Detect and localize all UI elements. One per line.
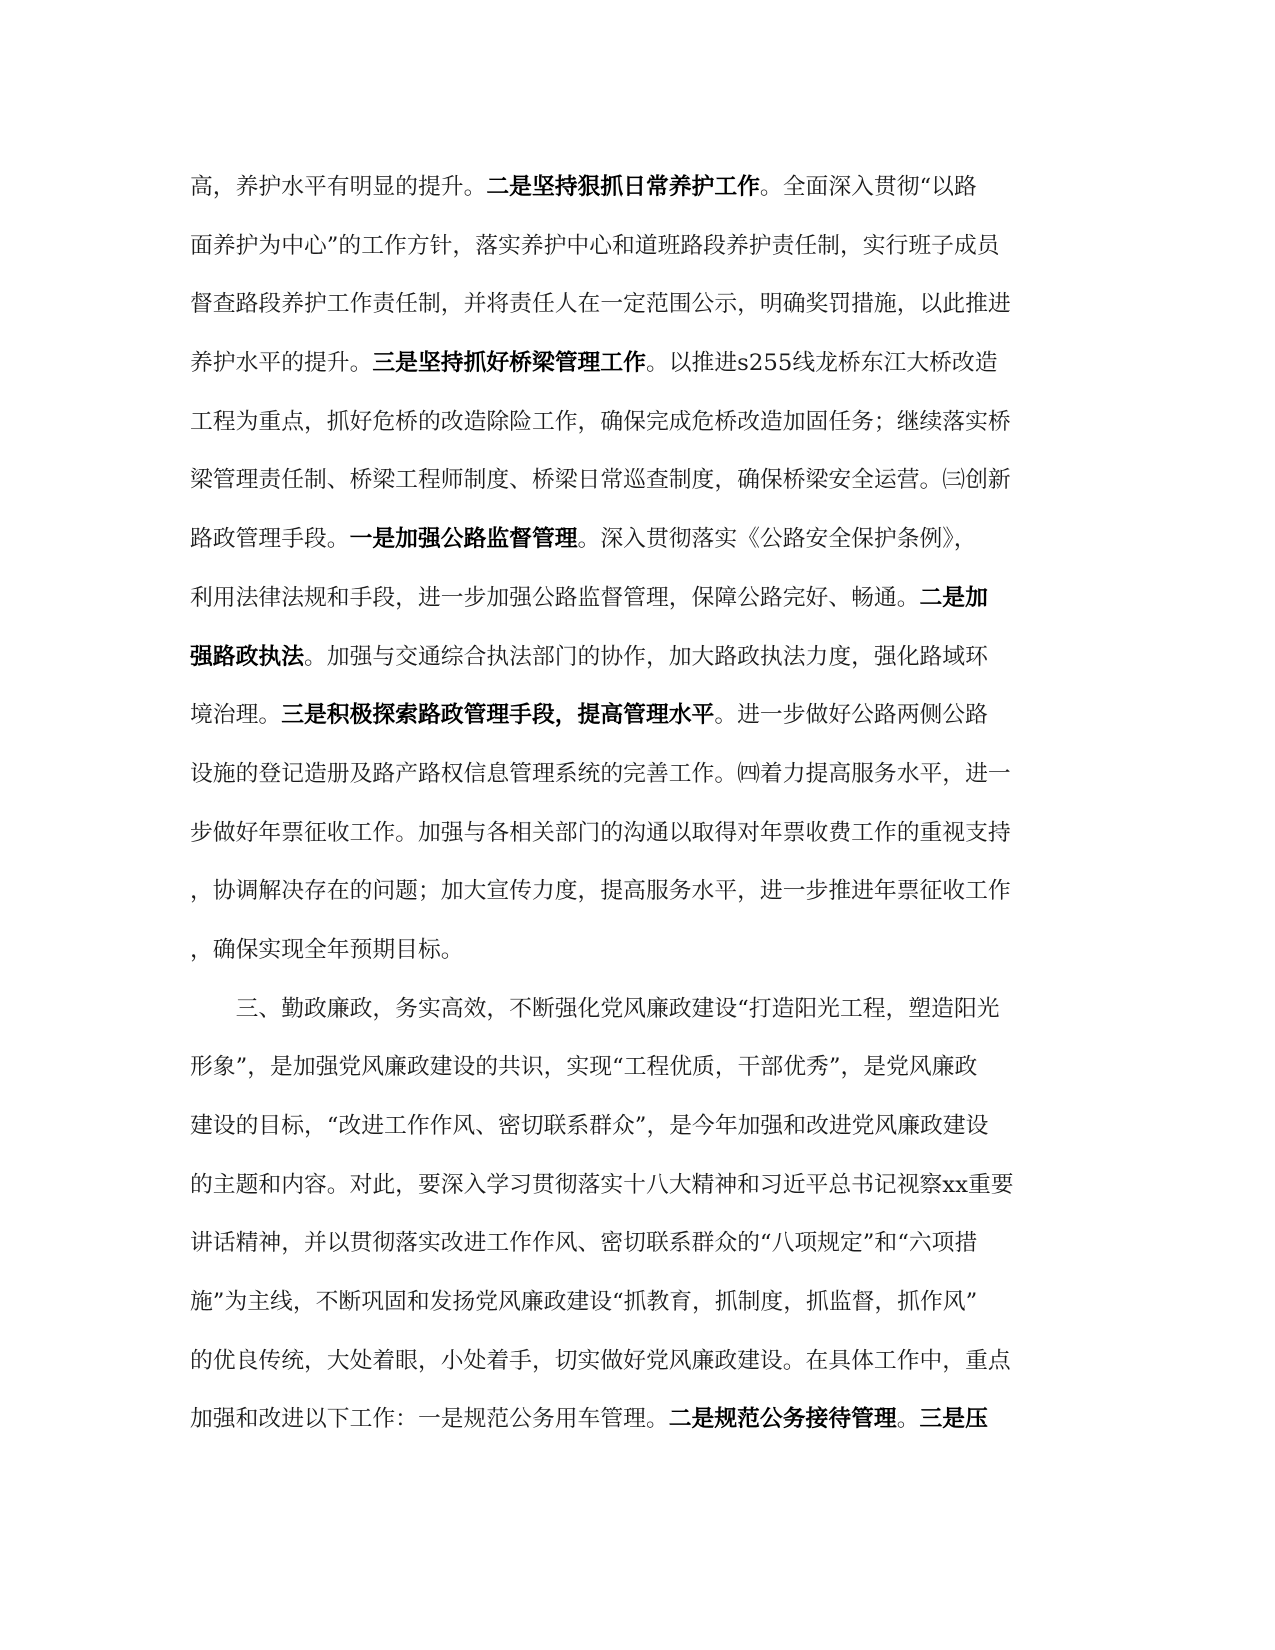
bold-text-segment: 二是坚持狠抓日常养护工作 — [486, 174, 760, 200]
text-segment: 的主题和内容。对此，要深入学习贯彻落实十八大精神和习近平总书记视察xx重要 — [190, 1171, 1014, 1198]
text-line — [190, 698, 1090, 757]
document-body — [190, 170, 1090, 1461]
text-segment: 。进一步做好公路两侧公路 — [714, 702, 988, 729]
bold-text-segment: 强路政执法 — [190, 643, 304, 670]
text-segment: 。加强与交通综合执法部门的协作，加大路政执法力度，强化路域环 — [303, 643, 988, 670]
text-line — [190, 463, 1090, 522]
text-line — [190, 581, 1090, 640]
text-line — [190, 874, 1090, 933]
text-segment: 加强和改进以下工作：一是规范公务用车管理。 — [190, 1406, 669, 1433]
text-segment: 。以推进s255线龙桥东江大桥改造 — [645, 350, 998, 377]
text-segment: 养护水平的提升。 — [190, 350, 373, 377]
text-line — [190, 405, 1090, 464]
bold-text-segment: 二是加 — [919, 584, 988, 611]
text-segment: 面养护为中心”的工作方针，落实养护中心和道班路段养护责任制，实行班子成员 — [190, 232, 1000, 259]
text-segment: 路政管理手段。 — [190, 526, 350, 553]
text-segment: ，确保实现全年预期目标。 — [190, 936, 464, 963]
text-line — [190, 1402, 1090, 1461]
text-segment: 工程为重点，抓好危桥的改造除险工作，确保完成危桥改造加固任务；继续落实桥 — [190, 408, 1011, 435]
bold-text-segment: 二是规范公务接待管理 — [668, 1406, 897, 1433]
text-segment: 建设的目标，“改进工作作风、密切联系群众”，是今年加强和改进党风廉政建设 — [190, 1113, 989, 1139]
bold-text-segment: 三是压 — [919, 1406, 988, 1433]
text-segment: 设施的登记造册及路产路权信息管理系统的完善工作。㈣着力提高服务水平，进一 — [190, 760, 1011, 787]
bold-text-segment: 三是积极探索路政管理手段，提高管理水平 — [281, 702, 715, 729]
text-line — [190, 1050, 1090, 1109]
text-segment: 督查路段养护工作责任制，并将责任人在一定范围公示，明确奖罚措施，以此推进 — [190, 291, 1011, 318]
text-line — [190, 1285, 1090, 1344]
bold-text-segment: 三是坚持抓好桥梁管理工作 — [372, 350, 646, 377]
text-segment: 。 — [896, 1406, 920, 1433]
text-segment: 施”为主线，不断巩固和发扬党风廉政建设“抓教育，抓制度，抓监督，抓作风” — [190, 1289, 978, 1316]
text-segment: 步做好年票征收工作。加强与各相关部门的沟通以取得对年票收费工作的重视支持 — [190, 819, 1011, 846]
text-line — [190, 757, 1090, 816]
text-segment: 的优良传统，大处着眼，小处着手，切实做好党风廉政建设。在具体工作中，重点 — [190, 1347, 1011, 1374]
text-segment: ，协调解决存在的问题；加大宣传力度，提高服务水平，进一步推进年票征收工作 — [190, 878, 1011, 905]
text-line — [190, 287, 1090, 346]
text-line — [190, 1168, 1090, 1227]
text-line — [190, 170, 1090, 229]
text-segment: 。深入贯彻落实《公路安全保护条例》， — [577, 526, 977, 553]
text-line — [190, 346, 1090, 405]
text-line — [190, 933, 1090, 992]
text-line — [190, 1226, 1090, 1285]
text-line — [190, 1344, 1090, 1403]
bold-text-segment: 一是加强公路监督管理 — [349, 526, 578, 553]
text-segment: 梁管理责任制、桥梁工程师制度、桥梁日常巡查制度，确保桥梁安全运营。㈢创新 — [190, 467, 1011, 494]
text-segment: 境治理。 — [190, 702, 282, 729]
text-line — [190, 816, 1090, 875]
text-line — [190, 522, 1090, 581]
text-segment: 。全面深入贯彻“以路 — [759, 174, 977, 200]
text-segment: 三、勤政廉政，务实高效，不断强化党风廉政建设“打造阳光工程，塑造阳光 — [190, 995, 1000, 1022]
text-line — [190, 229, 1090, 288]
text-segment: 形象”，是加强党风廉政建设的共识，实现“工程优质，干部优秀”，是党风廉政 — [190, 1054, 978, 1081]
text-line — [190, 640, 1090, 699]
text-segment: 讲话精神，并以贯彻落实改进工作作风、密切联系群众的“八项规定”和“六项措 — [190, 1230, 978, 1257]
text-line — [190, 992, 1090, 1051]
text-segment: 利用法律法规和手段，进一步加强公路监督管理，保障公路完好、畅通。 — [190, 584, 920, 611]
text-line — [190, 1109, 1090, 1168]
text-segment: 高，养护水平有明显的提升。 — [190, 174, 487, 200]
